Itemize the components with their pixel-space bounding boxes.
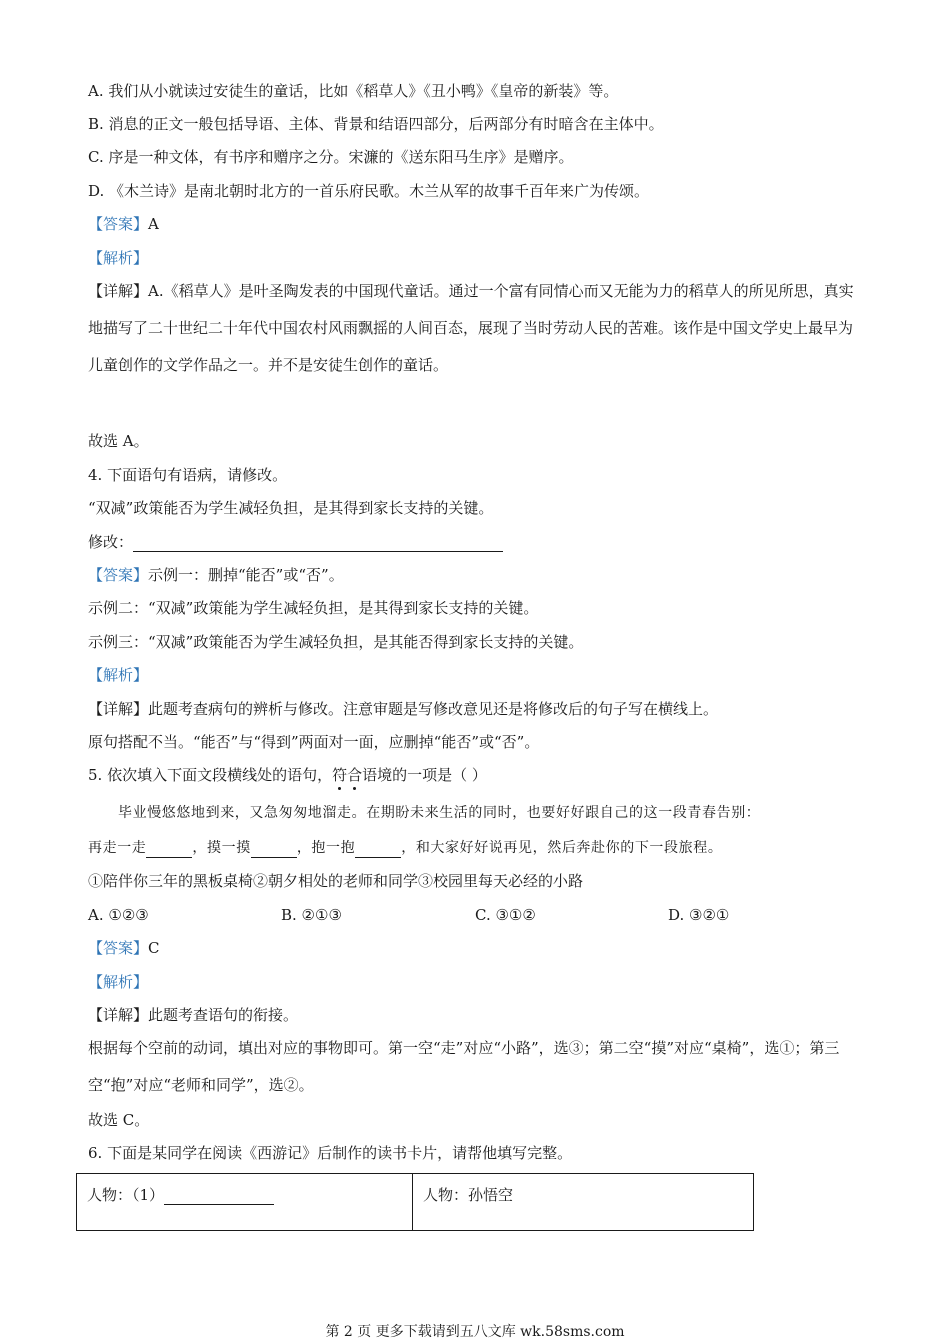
cell-label: 人物：（1）: [87, 1186, 165, 1204]
card-cell-right: 人物：孙悟空: [413, 1174, 754, 1231]
answer-value: C: [148, 939, 160, 957]
detail-text: A.《稻草人》是叶圣陶发表的中国现代童话。通过一个富有同情心而又无能为力的稻草人的所见所思，真实地描写了二十世纪二十年代中国农村风雨飘摇的人间百态，展现了当时劳动人民的苦难。该作是中国文学史上最早为儿童创作的文学作品之一。并不是安徒生创作的童话。: [88, 282, 854, 374]
q5-items: ①陪伴你三年的黑板桌椅②朝夕相处的老师和同学③校园里每天必经的小路: [88, 872, 584, 890]
fix-label: 修改：: [88, 533, 134, 551]
q5-title: [88, 765, 487, 785]
q3-option-a: A. 我们从小就读过安徒生的童话，比如《稻草人》《丑小鸭》《皇帝的新装》等。: [88, 82, 619, 100]
detail-text: 此题考查语句的衔接。: [148, 1006, 299, 1024]
detail-tag: 【详解】: [88, 282, 149, 300]
q6-title: 6. 下面是某同学在阅读《西游记》后制作的读书卡片，请帮他填写完整。: [88, 1144, 573, 1162]
answer-tag: 【答案】: [88, 566, 149, 584]
fix-blank: [133, 537, 503, 552]
reading-card: [76, 1173, 754, 1231]
detail-tag: 【详解】: [88, 700, 149, 718]
q5-option-c: C. ③①②: [475, 906, 536, 924]
example-one: 示例一：删掉“能否”或“否”。: [148, 566, 344, 584]
q3-option-b: B. 消息的正文一般包括导语、主体、背景和结语四部分，后两部分有时暗含在主体中。: [88, 115, 664, 133]
q4-fix-line: [88, 532, 503, 552]
q3-conclusion: 故选 A。: [88, 432, 149, 450]
q4-example-two: 示例二：“双减”政策能为学生减轻负担，是其得到家长支持的关键。: [88, 599, 539, 617]
q5-reason: 根据每个空前的动词，填出对应的事物即可。第一空“走”对应“小路”，选③；第二空“摸”对应“桌椅”，选①；第三空“抱”对应“老师和同学”，选②。: [88, 1039, 840, 1094]
q5-passage-line1: 毕业慢悠悠地到来，又急匆匆地溜走。在期盼未来生活的同时，也要好好跟自己的这一段青春告别：: [118, 805, 761, 821]
q5-option-b: B. ②①③: [281, 906, 342, 924]
q5-option-d: D. ③②①: [668, 906, 730, 924]
card-blank: [164, 1190, 274, 1205]
q4-analysis-tag: 【解析】: [88, 666, 149, 684]
q4-detail: [88, 699, 718, 719]
passage-text: ，和大家好好说再见，然后奔赴你的下一段旅程。: [401, 840, 723, 856]
q5-passage-line2: [88, 838, 722, 858]
q3-detail: [88, 273, 860, 384]
card-cell-left: [77, 1174, 413, 1231]
emphasis-char: 符: [332, 766, 348, 784]
q3-analysis-tag: 【解析】: [88, 249, 149, 267]
q3-option-d: D. 《木兰诗》是南北朝时北方的一首乐府民歌。木兰从军的故事千百年来广为传颂。: [88, 182, 650, 200]
q5-option-a: A. ①②③: [88, 906, 149, 924]
q4-sentence: “双减”政策能否为学生减轻负担，是其得到家长支持的关键。: [88, 499, 494, 517]
q4-answer: [88, 565, 344, 585]
answer-tag: 【答案】: [88, 215, 149, 233]
q5-detail: [88, 1005, 298, 1025]
blank-1: [146, 843, 192, 858]
passage-text: ，摸一摸: [192, 840, 251, 856]
blank-2: [251, 843, 297, 858]
blank-3: [355, 843, 401, 858]
detail-tag: 【详解】: [88, 1006, 149, 1024]
q4-title: 4. 下面语句有语病，请修改。: [88, 466, 288, 484]
q3-option-c: C. 序是一种文体，有书序和赠序之分。宋濂的《送东阳马生序》是赠序。: [88, 148, 574, 166]
title-text: 语境的一项是（ ）: [362, 766, 487, 784]
passage-text: ，抱一抱: [296, 840, 356, 856]
answer-value: A: [148, 215, 159, 233]
page-footer: 第 2 页 更多下载请到五八文库 wk.58sms.com: [325, 1324, 625, 1340]
passage-text: 再走一走: [88, 840, 147, 856]
q5-conclusion: 故选 C。: [88, 1111, 150, 1129]
detail-text: 此题考查病句的辨析与修改。注意审题是写修改意见还是将修改后的句子写在横线上。: [148, 700, 719, 718]
emphasis-char: 合: [347, 766, 363, 784]
title-text: 5. 依次填入下面文段横线处的语句，: [88, 766, 333, 784]
q5-analysis-tag: 【解析】: [88, 973, 149, 991]
q4-reason: 原句搭配不当。“能否”与“得到”两面对一面，应删掉“能否”或“否”。: [88, 733, 540, 751]
q3-answer: [88, 214, 159, 234]
q4-example-three: 示例三：“双减”政策能否为学生减轻负担，是其能否得到家长支持的关键。: [88, 633, 584, 651]
q5-answer: [88, 938, 160, 958]
answer-tag: 【答案】: [88, 939, 149, 957]
